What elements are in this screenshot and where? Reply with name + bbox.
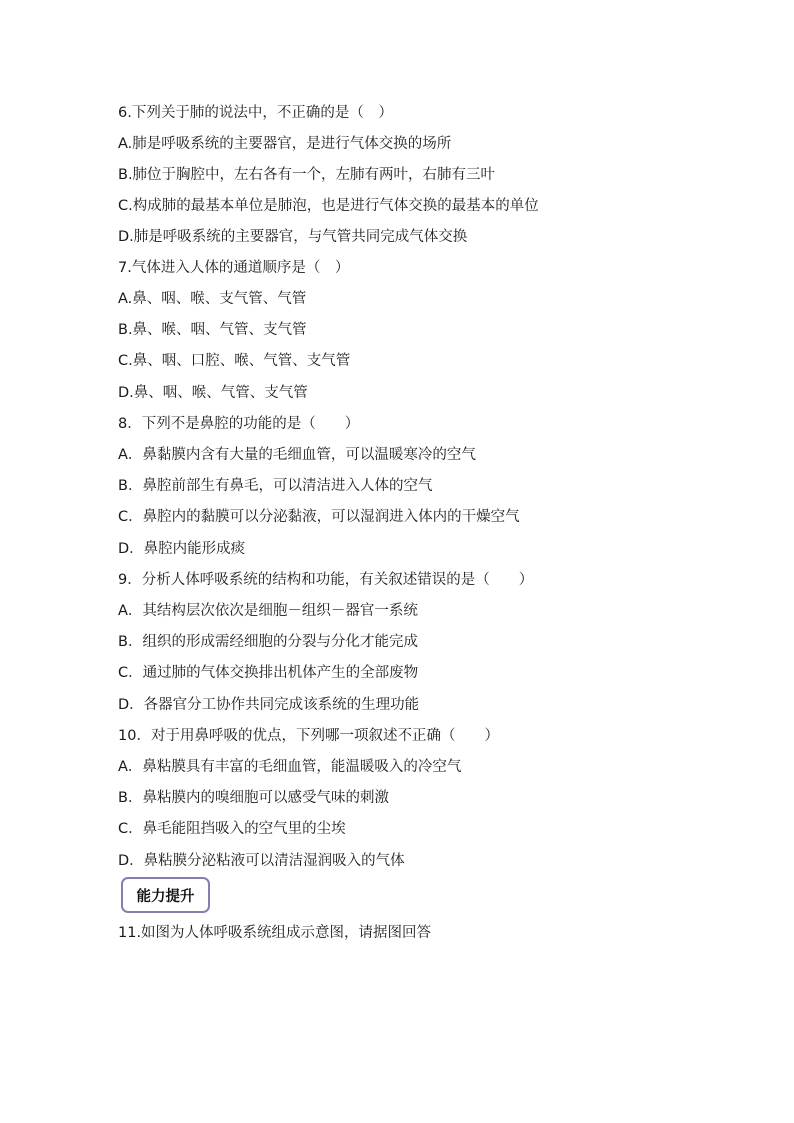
question-9-option-d: D．各器官分工协作共同完成该系统的生理功能 (118, 697, 420, 713)
question-7-option-c: C.鼻、咽、口腔、喉、气管、支气管 (118, 353, 351, 369)
question-8-option-a: A．鼻黏膜内含有大量的毛细血管，可以温暖寒冷的空气 (118, 447, 476, 463)
question-7-option-a: A.鼻、咽、喉、支气管、气管 (118, 291, 307, 307)
question-6-option-b: B.肺位于胸腔中，左右各有一个，左肺有两叶，右肺有三叶 (118, 167, 496, 183)
question-10-option-a: A．鼻粘膜具有丰富的毛细血管，能温暖吸入的冷空气 (118, 759, 462, 775)
question-8-option-b: B．鼻腔前部生有鼻毛，可以清洁进入人体的空气 (118, 478, 433, 494)
question-9-option-b: B．组织的形成需经细胞的分裂与分化才能完成 (118, 634, 418, 650)
question-11-stem: 11.如图为人体呼吸系统组成示意图，请据图回答 (118, 925, 432, 941)
question-9-option-c: C．通过肺的气体交换排出机体产生的全部废物 (118, 665, 419, 681)
question-6-option-a: A.肺是呼吸系统的主要器官，是进行气体交换的场所 (118, 136, 452, 152)
question-6-option-d: D.肺是呼吸系统的主要器官，与气管共同完成气体交换 (118, 229, 468, 245)
question-10-option-c: C．鼻毛能阻挡吸入的空气里的尘埃 (118, 821, 346, 837)
section-badge-label: 能力提升 (136, 888, 195, 905)
question-6-stem: 6.下列关于肺的说法中，不正确的是（ ） (118, 105, 393, 121)
question-9-option-a: A．其结构层次依次是细胞－组织－器官一系统 (118, 603, 418, 619)
question-8-option-d: D．鼻腔内能形成痰 (118, 541, 246, 557)
question-6-option-c: C.构成肺的最基本单位是肺泡，也是进行气体交换的最基本的单位 (118, 198, 539, 214)
question-9-stem: 9．分析人体呼吸系统的结构和功能，有关叙述错误的是（ ） (118, 572, 534, 588)
question-8-stem: 8．下列不是鼻腔的功能的是（ ） (118, 416, 360, 432)
question-10-stem: 10．对于用鼻呼吸的优点，下列哪一项叙述不正确（ ） (118, 728, 499, 744)
question-10-option-b: B．鼻粘膜内的嗅细胞可以感受气味的刺激 (118, 790, 389, 806)
question-7-stem: 7.气体进入人体的通道顺序是（ ） (118, 260, 350, 276)
section-badge (121, 877, 210, 913)
question-8-option-c: C．鼻腔内的黏膜可以分泌黏液，可以湿润进入体内的干燥空气 (118, 509, 520, 525)
question-10-option-d: D．鼻粘膜分泌粘液可以清洁湿润吸入的气体 (118, 853, 405, 869)
question-7-option-b: B.鼻、喉、咽、气管、支气管 (118, 322, 307, 338)
question-7-option-d: D.鼻、咽、喉、气管、支气管 (118, 385, 308, 401)
